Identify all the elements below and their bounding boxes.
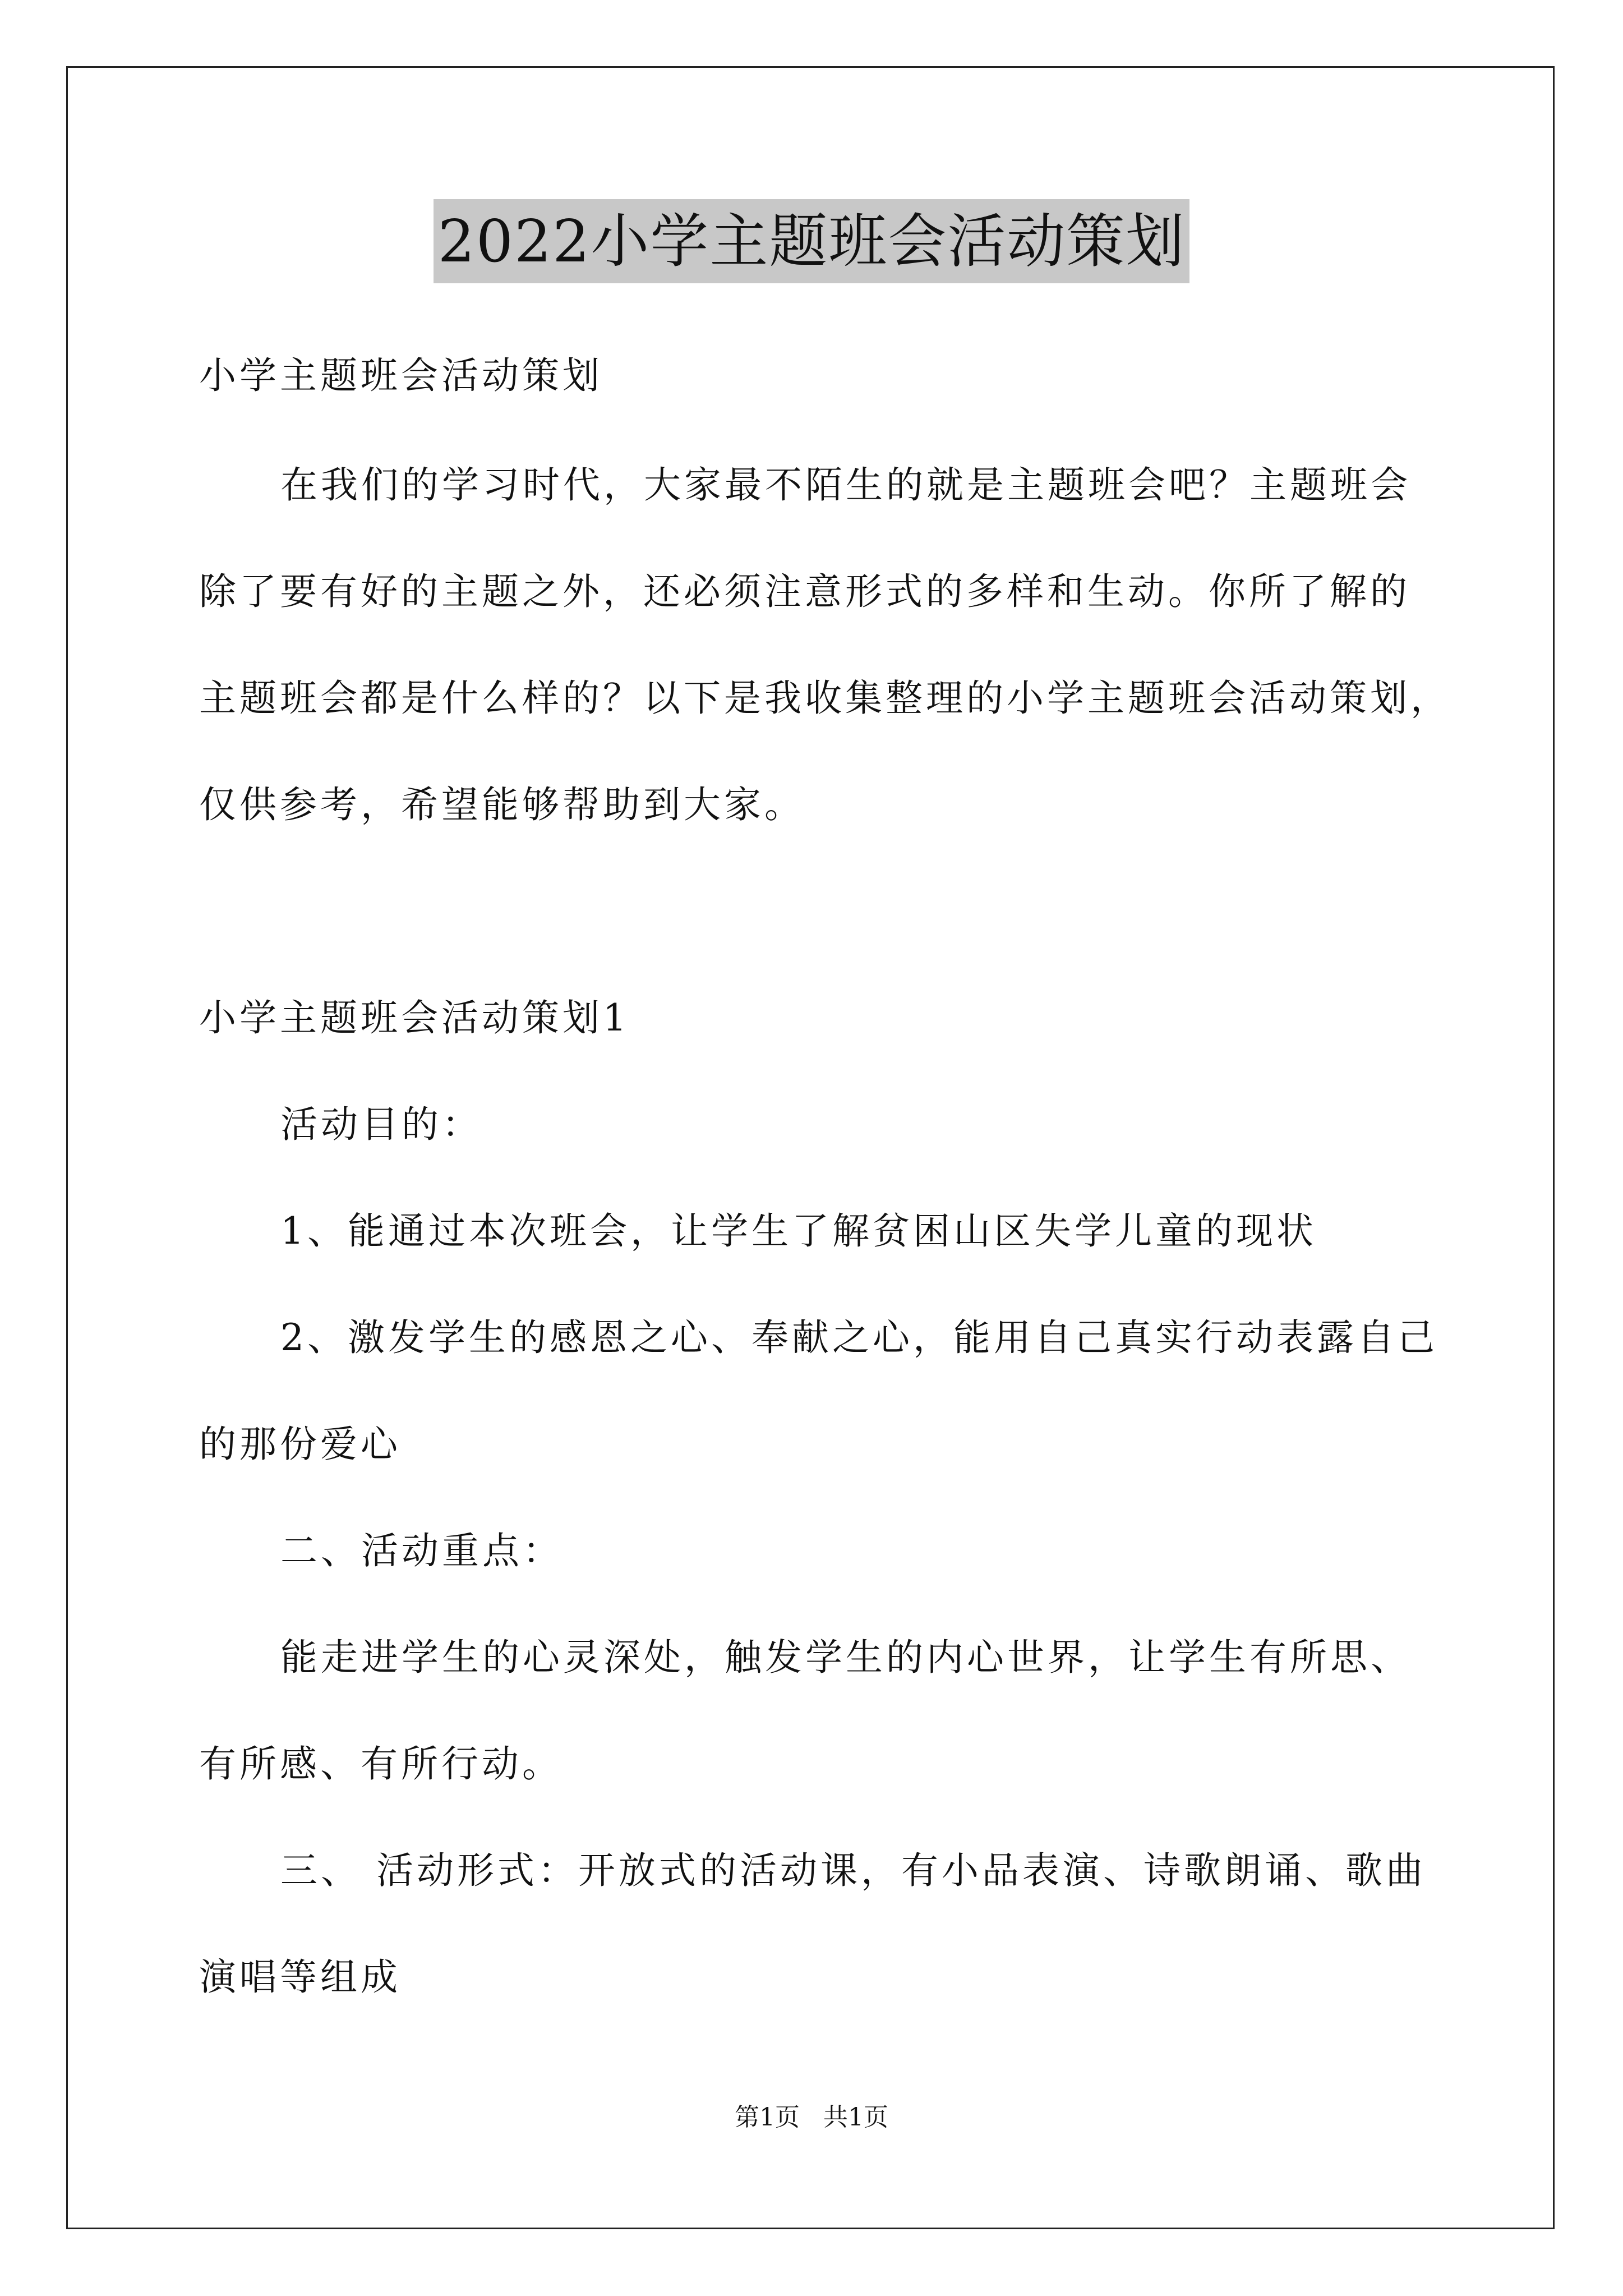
page-footer: [0, 2101, 1623, 2134]
paragraph-line: 活动目的：: [280, 1103, 482, 1146]
section-heading: 小学主题班会活动策划: [199, 354, 603, 397]
paragraph-line: 三、 活动形式：开放式的活动课，有小品表演、诗歌朗诵、歌曲: [280, 1849, 1426, 1892]
section-heading: 小学主题班会活动策划1: [199, 996, 630, 1039]
paragraph-line: 除了要有好的主题之外，还必须注意形式的多样和生动。你所了解的: [199, 570, 1410, 613]
document-title: 2022小学主题班会活动策划: [434, 199, 1190, 283]
paragraph-line: 在我们的学习时代，大家最不陌生的就是主题班会吧？主题班会: [280, 463, 1411, 507]
paragraph-line: 2、激发学生的感恩之心、奉献之心，能用自己真实行动表露自己: [280, 1316, 1438, 1359]
paragraph-line: 演唱等组成: [199, 1955, 401, 1999]
total-pages-label: 共1页: [823, 2103, 888, 2132]
paragraph-line: 1、能通过本次班会，让学生了解贫困山区失学儿童的现状: [280, 1209, 1317, 1253]
paragraph-line: 的那份爱心: [199, 1423, 401, 1466]
paragraph-line: 有所感、有所行动。: [199, 1742, 562, 1786]
paragraph-line: 能走进学生的心灵深处，触发学生的内心世界，让学生有所思、: [280, 1636, 1411, 1679]
title-container: [0, 199, 1623, 283]
paragraph-line: 二、活动重点：: [280, 1529, 563, 1572]
current-page-label: 第1页: [735, 2103, 800, 2132]
paragraph-line: 仅供参考，希望能够帮助到大家。: [199, 783, 805, 826]
paragraph-line: 主题班会都是什么样的？以下是我收集整理的小学主题班会活动策划，: [199, 677, 1451, 720]
